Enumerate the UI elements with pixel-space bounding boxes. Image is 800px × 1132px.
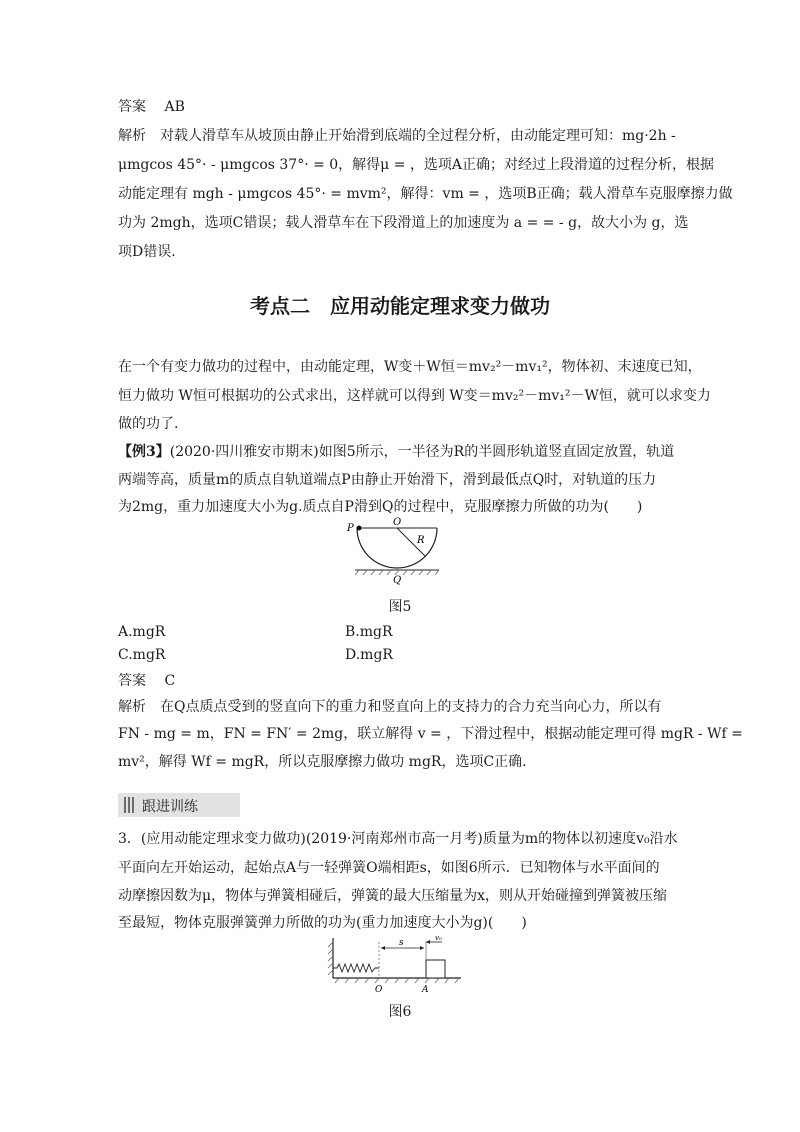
analysis-1-line: μmgcos 45°· - μmgcos 37°· = 0，解得μ = ，选项A正确；对经过上段滑道的过程分析，根据 bbox=[118, 157, 715, 173]
label-v0: v₀ bbox=[435, 934, 442, 942]
example-3-line: 两端等高，质量m的质点自轨道端点P由静止开始滑下，滑到最低点Q时，对轨道的压力 bbox=[118, 472, 657, 488]
label-o: O bbox=[375, 985, 383, 995]
answer-2 bbox=[118, 671, 688, 691]
label-q: Q bbox=[393, 575, 402, 585]
option-b: B.mgR bbox=[345, 624, 393, 640]
problem-3-line: 3．(应用动能定理求变力做功)(2019·河南郑州市高一月考)质量为m的物体以初速度v₀沿水 bbox=[118, 831, 678, 847]
answer-1 bbox=[118, 97, 688, 117]
figure-5-caption: 图5 bbox=[388, 599, 412, 615]
analysis-1-line: 动能定理有 mgh - μmgcos 45°· = mvm²，解得：vm = ，选项B正确；载人滑草车克服摩擦力做 bbox=[118, 186, 733, 202]
block bbox=[426, 960, 445, 978]
label-s: s bbox=[399, 938, 404, 948]
banner-bars-icon bbox=[124, 797, 134, 813]
label-p: P bbox=[347, 523, 354, 534]
problem-3-line: 动摩擦因数为μ，物体与弹簧相碰后，弹簧的最大压缩量为x，则从开始碰撞到弹簧被压缩 bbox=[118, 888, 667, 904]
spring bbox=[333, 964, 379, 972]
answer-value: AB bbox=[164, 99, 185, 115]
problem-3-line: 至最短，物体克服弹簧弹力所做的功为(重力加速度大小为g)( ) bbox=[118, 915, 527, 931]
analysis-2-line: FN - mg = m，FN = FN′ = 2mg，联立解得 v = ，下滑过程中，根据动能定理可得 mgR - Wf = bbox=[118, 726, 743, 742]
answer-label: 答案 bbox=[118, 99, 146, 115]
figure-6-caption: 图6 bbox=[388, 1004, 412, 1020]
analysis-1-line: 项D错误. bbox=[118, 244, 176, 260]
wall-hatching bbox=[328, 942, 333, 975]
semicircle-track bbox=[357, 528, 437, 568]
label-a: A bbox=[422, 985, 429, 995]
example-3-text: (2020·四川雅安市期末)如图5所示，一半径为R的半圆形轨道竖直固定放置，轨道 bbox=[169, 444, 675, 460]
option-a: A.mgR bbox=[118, 624, 166, 640]
analysis-1-line: 功为 2mgh，选项C错误；载人滑草车在下段滑道上的加速度为 a = = - g，故大小为 g，选 bbox=[118, 215, 689, 231]
example-3-line bbox=[118, 442, 688, 462]
label-r: R bbox=[417, 535, 425, 546]
answer-value: C bbox=[164, 673, 176, 689]
example-tag: 【例3】 bbox=[118, 444, 170, 460]
example-3-line: 为2mg，重力加速度大小为g.质点自P滑到Q的过程中，克服摩擦力所做的功为( ) bbox=[118, 499, 643, 515]
problem-3-line: 平面向左开始运动，起始点A与一轻弹簧O端相距s，如图6所示．已知物体与水平面间的 bbox=[118, 860, 660, 876]
mass-point bbox=[357, 526, 362, 531]
intro-line: 恒力做功 W恒可根据功的公式求出，这样就可以得到 W变＝mv₂²－mv₁²－W恒，就可以求变力 bbox=[118, 388, 711, 404]
intro-line: 在一个有变力做功的过程中，由动能定理，W变＋W恒＝mv₂²－mv₁²，物体初、末速度已知， bbox=[118, 359, 702, 375]
intro-line: 做的功了. bbox=[118, 416, 179, 432]
banner-label: 跟进训练 bbox=[142, 799, 198, 815]
figure-5-semicircle-track bbox=[345, 515, 445, 585]
analysis-2-line: mv²，解得 Wf = mgR，所以克服摩擦力做功 mgR，选项C正确. bbox=[118, 754, 527, 770]
answer-label: 答案 bbox=[118, 673, 146, 689]
follow-up-training-banner bbox=[118, 793, 240, 817]
velocity-arrowhead bbox=[426, 940, 430, 944]
section-title: 考点二 应用动能定理求变力做功 bbox=[250, 294, 550, 318]
option-c: C.mgR bbox=[118, 647, 166, 663]
figure-6-spring-block bbox=[325, 934, 465, 996]
label-o: O bbox=[393, 517, 402, 528]
analysis-1-line: 解析 对载人滑草车从坡顶由静止开始滑到底端的全过程分析，由动能定理可知：mg·2h - bbox=[118, 128, 676, 144]
analysis-2-line: 解析 在Q点质点受到的竖直向下的重力和竖直向上的支持力的合力充当向心力，所以有 bbox=[118, 699, 662, 715]
option-d: D.mgR bbox=[345, 647, 393, 663]
floor-hatching bbox=[335, 978, 459, 983]
